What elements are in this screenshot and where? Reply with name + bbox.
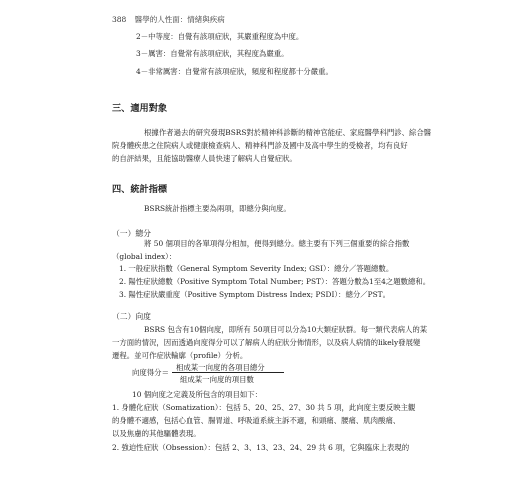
- list-item: 2. 陽性症狀總數（Positive Symptom Total Number; PST）：答題分數為1至4之題數總和。: [119, 277, 431, 286]
- paragraph-line: （global index）：: [112, 252, 177, 261]
- section-heading: 三、適用對象: [112, 103, 168, 114]
- paragraph-line: 將 50 個項目的各單項得分相加，便得到總分。總主要有下列三個重要的綜合指數: [144, 239, 410, 248]
- paragraph-line: 根據作者過去的研究發現BSRS對於精神科診斷的精神官能症、家庭醫學科門診、綜合醫: [144, 128, 432, 137]
- section-heading: 四、統計指標: [112, 184, 168, 195]
- paragraph-line: 遷程。並可作症狀輪廓（profile）分析。: [112, 351, 248, 360]
- list-item: 1. 一般症狀指數（General Symptom Severity Index; GSI）：總分／答題總數。: [119, 264, 394, 273]
- paragraph-line: 一方面的情況，因而透過向度得分可以了解病人的症狀分佈情形，以及病人病情的likely發展變: [112, 338, 421, 347]
- list-item: 的身體不適感，包括心血管、腸胃道、呼吸道系統主訴不適，和頭痛、腰痛、肌肉酸痛、: [112, 416, 401, 425]
- scale-item: 2－中等度：自覺有該項症狀，其嚴重程度為中度。: [136, 32, 304, 41]
- paragraph-line: BSRS統計指標主要為兩項，即總分與向度。: [144, 204, 291, 213]
- page-number: 388: [112, 15, 127, 24]
- subsection-heading: （一）總分: [112, 229, 151, 238]
- list-item: 1. 身體化症狀（Somatization）：包括 5、20、25、27、30 共 5 項，此向度主要反映主觀: [112, 403, 416, 412]
- formula-denominator: 組成某一向度的項目數: [180, 375, 254, 384]
- fraction-bar: [172, 372, 284, 373]
- paragraph-line: 院身體疾患之住院病人或健康檢查病人、精神科門診及國中及高中學生的受檢者，均有良好: [112, 141, 408, 150]
- list-item: 以及焦慮的其他驅體表現。: [112, 429, 201, 438]
- running-header: [112, 14, 225, 25]
- subsection-heading: （二）向度: [112, 312, 151, 321]
- list-item: 2. 強迫性症狀（Obsession）：包括 2、3、13、23、24、29 共 6 項，它與臨床上表現的: [112, 443, 410, 452]
- scale-item: 4－非常厲害：自覺常有該項症狀，頻度和程度都十分嚴重。: [136, 67, 333, 76]
- scale-item: 3－厲害：自覺常有該項症狀，其程度為嚴重。: [136, 49, 289, 58]
- formula-numerator: 相成某一向度的各項目總分: [176, 363, 265, 372]
- paragraph-line: 10 個向度之定義及所包含的項目如下：: [132, 390, 263, 399]
- list-item: 3. 陽性症狀嚴重度（Positive Symptom Distress Index; PSDI）：總分／PST。: [119, 290, 390, 299]
- formula-label: 向度得分＝: [132, 368, 169, 377]
- book-title: 醫學的人性面：情緒與疾病: [134, 15, 225, 24]
- paragraph-line: BSRS 包含有10個向度，即所有 50項目可以分為10大類症狀群。每一類代表病人的某: [144, 325, 428, 334]
- paragraph-line: 的自評結果，且能協助醫療人員快速了解病人自覺症狀。: [112, 154, 297, 163]
